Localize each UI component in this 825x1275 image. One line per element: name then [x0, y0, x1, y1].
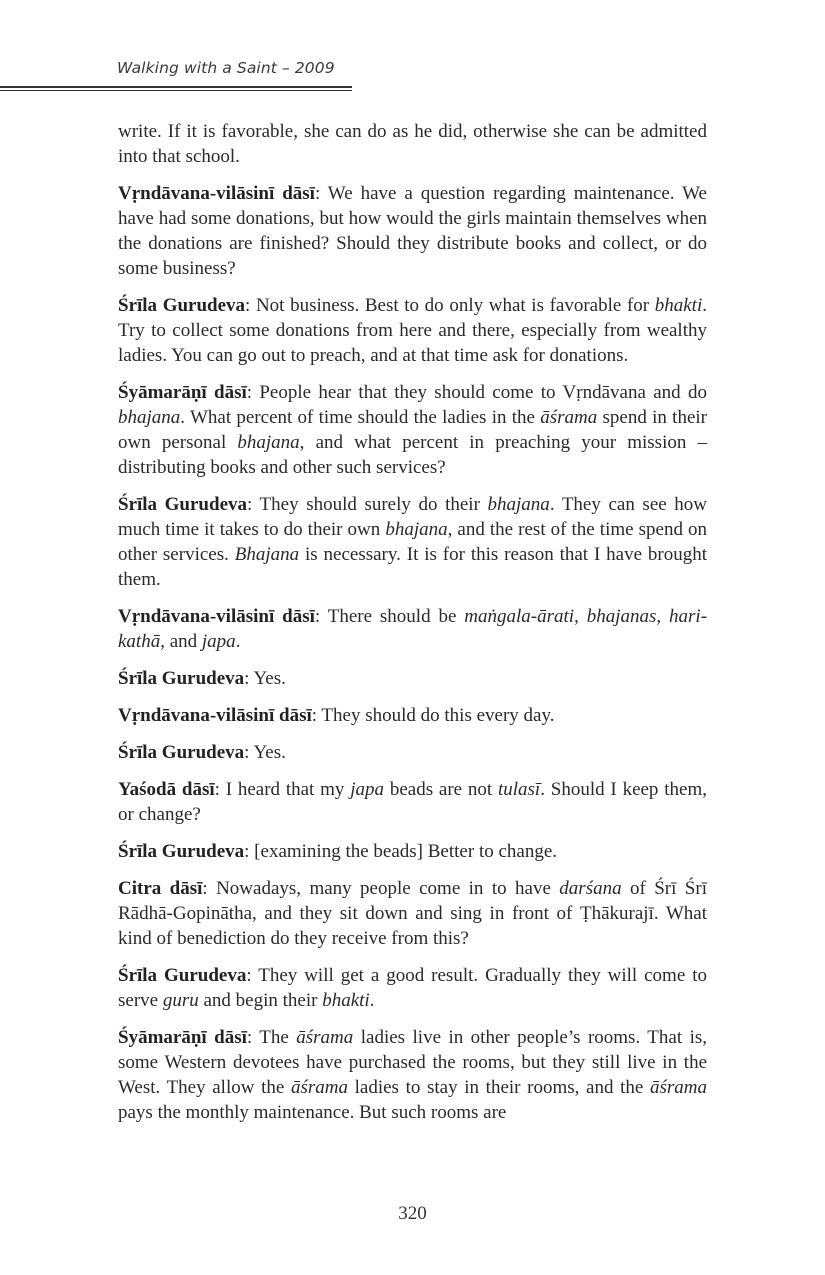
text-run: : We have a question regarding maintenance. We have had some donations, but how would the girls maintain themselves when the donations are finished? Should they distribute books and collect, or do some business?: [118, 183, 707, 279]
italic-term: japa: [350, 779, 385, 800]
paragraph: [118, 119, 707, 169]
paragraph: [118, 963, 707, 1013]
text-run: : They should surely do their: [247, 494, 488, 515]
speaker-name: Śrīla Gurudeva: [118, 841, 245, 862]
speaker-name: Vṛndāvana-vilāsinī dāsī: [118, 705, 312, 726]
running-header: Walking with a Saint – 2009: [117, 59, 335, 77]
paragraph: [118, 604, 707, 654]
text-run: is necessary. It is for this reason that I have brought them.: [118, 544, 707, 590]
speaker-name: Vṛndāvana-vilāsinī dāsī: [118, 183, 315, 204]
paragraph: [118, 876, 707, 951]
text-run: , and what percent in preaching your mission – distributing books and other such services?: [118, 432, 707, 478]
page-number: 320: [398, 1203, 427, 1224]
italic-term: japa: [201, 631, 236, 652]
text-run: , and: [160, 631, 202, 652]
text-run: : [examining the beads] Better to change.: [244, 841, 558, 862]
paragraph: [118, 492, 707, 592]
text-run: : The: [246, 1027, 297, 1048]
italic-term: bhajanas: [586, 606, 657, 627]
text-run: pays the monthly maintenance. But such rooms are: [118, 1102, 507, 1123]
italic-term: maṅgala-ārati: [464, 606, 575, 627]
paragraph: [118, 839, 707, 864]
paragraph: [118, 666, 707, 691]
italic-term: bhajana: [237, 432, 300, 453]
italic-term: bhajana: [118, 407, 181, 428]
text-run: . What percent of time should the ladies in the: [180, 407, 541, 428]
page-body: [118, 119, 707, 1125]
text-run: beads are not: [384, 779, 498, 800]
text-run: : They will get a good result. Gradually they will come to serve: [118, 965, 707, 1011]
text-run: ladies live in other people’s rooms. That is, some Western devotees have purchased the rooms, but they still live in the West. They allow the: [118, 1027, 707, 1098]
text-run: : Not business. Best to do only what is favorable for: [245, 295, 655, 316]
text-run: . They can see how much time it takes to do their own: [118, 494, 708, 540]
header-rule-thin: [0, 90, 352, 91]
paragraph: [118, 703, 707, 728]
italic-term: āśrama: [540, 407, 598, 428]
italic-term: āśrama: [296, 1027, 354, 1048]
italic-term: āśrama: [649, 1077, 707, 1098]
italic-term: tulasī: [497, 779, 541, 800]
speaker-name: Śyāmarāṇī dāsī: [118, 1027, 247, 1048]
italic-term: darśana: [559, 878, 622, 899]
paragraph: [118, 293, 707, 368]
text-run: . Try to collect some donations from here and there, especially from wealthy ladies. You can go out to preach, and at that time ask for donations.: [118, 295, 707, 366]
speaker-name: Śrīla Gurudeva: [118, 742, 245, 763]
paragraph: [118, 181, 707, 281]
header-rule: [0, 86, 352, 88]
italic-term: bhakti: [322, 990, 370, 1011]
text-run: : There should be: [314, 606, 465, 627]
speaker-name: Śrīla Gurudeva: [118, 494, 248, 515]
text-run: : Yes.: [244, 742, 286, 763]
text-run: .: [235, 631, 241, 652]
text-run: : Nowadays, many people come in to have: [202, 878, 560, 899]
text-run: and begin their: [198, 990, 323, 1011]
italic-term: bhajana: [487, 494, 550, 515]
italic-term: guru: [162, 990, 199, 1011]
text-run: : Yes.: [244, 668, 286, 689]
italic-term: Bhajana: [234, 544, 300, 565]
speaker-name: Śrīla Gurudeva: [118, 295, 246, 316]
text-run: ,: [656, 606, 670, 627]
text-run: of Śrī Śrī Rādhā-Gopinātha, and they sit down and sing in front of Ṭhākurajī. What kind of benediction do they receive from this?: [118, 878, 707, 949]
text-run: : People hear that they should come to Vṛndāvana and do: [246, 382, 707, 403]
text-run: : They should do this every day.: [311, 705, 555, 726]
italic-term: bhakti: [654, 295, 703, 316]
speaker-name: Yaśodā dāsī: [118, 779, 215, 800]
text-run: .: [369, 990, 375, 1011]
paragraph: [118, 1025, 707, 1125]
italic-term: hari-kathā: [118, 606, 708, 652]
text-run: spend in their own personal: [118, 407, 707, 453]
paragraph: [118, 777, 707, 827]
speaker-name: Citra dāsī: [118, 878, 203, 899]
paragraph: [118, 740, 707, 765]
text-run: : I heard that my: [214, 779, 351, 800]
speaker-name: Śrīla Gurudeva: [118, 668, 245, 689]
italic-term: bhajana: [385, 519, 448, 540]
text-run: write. If it is favorable, she can do as he did, otherwise she can be admitted into that school.: [118, 121, 707, 167]
speaker-name: Vṛndāvana-vilāsinī dāsī: [118, 606, 315, 627]
text-run: , and the rest of the time spend on other services.: [118, 519, 707, 565]
text-run: . Should I keep them, or change?: [118, 779, 707, 825]
text-run: ,: [574, 606, 587, 627]
italic-term: āśrama: [290, 1077, 348, 1098]
paragraph: [118, 380, 707, 480]
speaker-name: Śyāmarāṇī dāsī: [118, 382, 247, 403]
text-run: ladies to stay in their rooms, and the: [347, 1077, 650, 1098]
speaker-name: Śrīla Gurudeva: [118, 965, 247, 986]
